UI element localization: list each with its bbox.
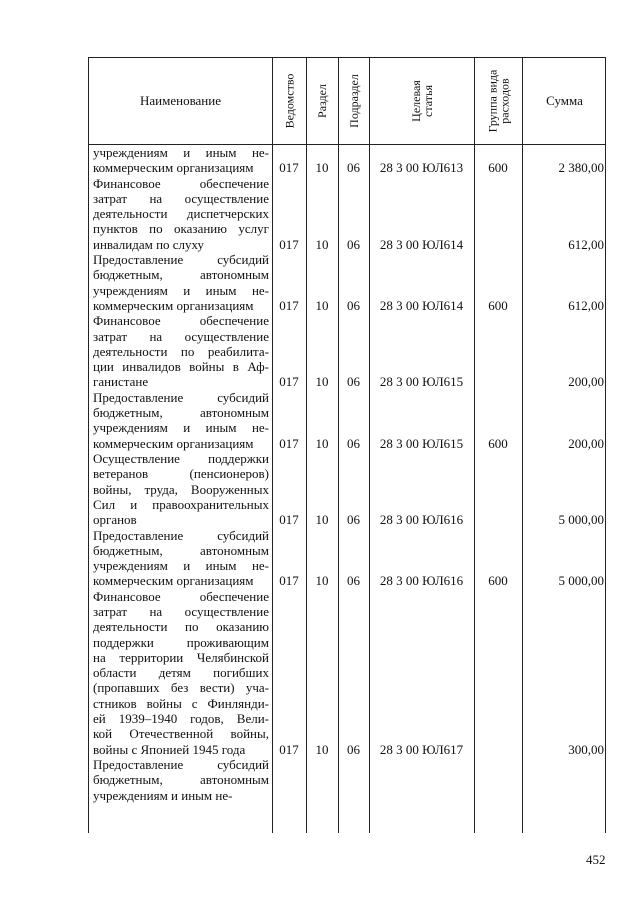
cell-celevaya: 28 3 00 ЮЛ613 xyxy=(379,160,464,176)
description-line: деятельности по оказанию xyxy=(93,619,269,635)
header-podrazdel xyxy=(338,58,369,144)
description-line: учреждениям и иным не- xyxy=(93,787,233,803)
header-gruppa-line1: Группа вида xyxy=(485,69,499,133)
description-line: коммерческим организациям xyxy=(93,297,254,313)
cell-podrazdel: 06 xyxy=(347,160,360,176)
cell-podrazdel: 06 xyxy=(347,236,360,252)
header-celevaya-line1: Целевая xyxy=(408,80,423,122)
cell-podrazdel: 06 xyxy=(347,573,360,589)
cell-vedomstvo: 017 xyxy=(279,512,299,528)
description-line: Финансовое обеспечение xyxy=(93,588,269,604)
description-line: деятельности по реабилита- xyxy=(93,343,269,359)
table-row xyxy=(89,528,607,589)
description-line: области детям погибших xyxy=(93,665,269,681)
description-line: войны, труда, Вооруженных xyxy=(93,481,269,497)
cell-summa: 612,00 xyxy=(568,297,604,313)
description-line: Финансовое обеспечение xyxy=(93,175,269,191)
description-line: бюджетным, автономным xyxy=(93,267,269,283)
description-line: затрат на осуществление xyxy=(93,190,269,206)
description-line: учреждениям и иным не- xyxy=(93,282,269,298)
row-description xyxy=(93,313,269,389)
description-line: затрат на осуществление xyxy=(93,328,269,344)
table-row xyxy=(89,145,607,176)
description-line: (пропавших без вести) уча- xyxy=(93,680,269,696)
cell-summa: 612,00 xyxy=(568,236,604,252)
row-description xyxy=(93,176,269,252)
header-gruppa xyxy=(474,58,522,144)
cell-summa: 200,00 xyxy=(568,374,604,390)
description-line: инвалидам по слуху xyxy=(93,236,205,252)
cell-vedomstvo: 017 xyxy=(279,435,299,451)
cell-celevaya: 28 3 00 ЮЛ614 xyxy=(379,297,464,313)
description-line: затрат на осуществление xyxy=(93,603,269,619)
description-line: коммерческим организациям xyxy=(93,573,254,589)
page-number: 452 xyxy=(586,852,606,867)
table-row xyxy=(89,176,607,253)
cell-vedomstvo: 017 xyxy=(279,160,299,176)
description-line: ветеранов (пенсионеров) xyxy=(93,466,269,482)
header-name: Наименование xyxy=(140,93,221,108)
header-razdel xyxy=(306,58,338,144)
table-row xyxy=(89,390,607,451)
description-line: Осуществление поддержки xyxy=(93,451,269,466)
description-line: коммерческим организациям xyxy=(93,160,254,176)
table-row xyxy=(89,313,607,390)
cell-summa: 200,00 xyxy=(568,435,604,451)
cell-razdel: 10 xyxy=(315,236,329,252)
cell-summa: 300,00 xyxy=(568,741,604,757)
description-line: Предоставление субсидий xyxy=(93,527,269,543)
cell-podrazdel: 06 xyxy=(347,297,360,313)
row-description xyxy=(93,145,269,176)
cell-gruppa: 600 xyxy=(488,160,508,176)
description-line: войны с Японией 1945 года xyxy=(93,741,246,757)
description-line: поддержки проживающим xyxy=(93,634,269,650)
description-line: бюджетным, автономным xyxy=(93,542,269,558)
cell-celevaya: 28 3 00 ЮЛ615 xyxy=(379,435,464,451)
header-celevaya-label xyxy=(409,80,433,122)
cell-gruppa: 600 xyxy=(488,297,508,313)
cell-podrazdel: 06 xyxy=(347,435,360,451)
cell-celevaya: 28 3 00 ЮЛ615 xyxy=(379,374,464,390)
description-line: учреждениям и иным не- xyxy=(93,145,269,160)
description-line: Сил и правоохранительных xyxy=(93,496,269,512)
cell-summa: 5 000,00 xyxy=(558,573,604,589)
header-podrazdel-label: Подраздел xyxy=(346,74,361,128)
description-line: органов xyxy=(93,512,137,528)
cell-podrazdel: 06 xyxy=(347,374,360,390)
description-line: ей 1939–1940 годов, Вели- xyxy=(93,711,269,727)
cell-summa: 5 000,00 xyxy=(558,512,604,528)
header-celevaya-line2: статья xyxy=(420,85,435,117)
description-line: Предоставление субсидий xyxy=(93,389,269,405)
header-celevaya xyxy=(369,58,474,144)
row-description xyxy=(93,589,269,757)
description-line: деятельности диспетчерских xyxy=(93,206,269,222)
header-razdel-label: Раздел xyxy=(315,84,330,118)
header-vedomstvo xyxy=(272,58,306,144)
description-line: на территории Челябинской xyxy=(93,649,269,665)
cell-podrazdel: 06 xyxy=(347,512,360,528)
cell-vedomstvo: 017 xyxy=(279,236,299,252)
cell-celevaya: 28 3 00 ЮЛ616 xyxy=(379,512,464,528)
row-description xyxy=(93,252,269,313)
cell-summa: 2 380,00 xyxy=(558,160,604,176)
description-line: коммерческим организациям xyxy=(93,435,254,451)
cell-celevaya: 28 3 00 ЮЛ617 xyxy=(379,741,464,757)
table-row xyxy=(89,757,607,803)
description-line: Предоставление субсидий xyxy=(93,252,269,268)
description-line: бюджетным, автономным xyxy=(93,405,269,421)
description-line: Финансовое обеспечение xyxy=(93,313,269,329)
row-description xyxy=(93,528,269,589)
description-line: стников войны с Финлянди- xyxy=(93,695,269,711)
cell-razdel: 10 xyxy=(315,512,329,528)
table-row xyxy=(89,589,607,757)
table-row xyxy=(89,252,607,313)
cell-razdel: 10 xyxy=(315,374,329,390)
cell-gruppa: 600 xyxy=(488,573,508,589)
cell-razdel: 10 xyxy=(315,435,329,451)
table-row xyxy=(89,451,607,528)
row-description xyxy=(93,390,269,451)
description-line: кой Отечественной войны, xyxy=(93,726,269,742)
header-gruppa-label xyxy=(486,70,510,133)
cell-razdel: 10 xyxy=(315,297,329,313)
cell-vedomstvo: 017 xyxy=(279,374,299,390)
description-line: ции инвалидов войны в Аф- xyxy=(93,359,269,375)
description-line: Предоставление субсидий xyxy=(93,757,269,772)
row-description xyxy=(93,451,269,527)
description-line: пунктов по оказанию услуг xyxy=(93,221,269,237)
description-line: бюджетным, автономным xyxy=(93,772,269,788)
row-description xyxy=(93,757,269,803)
header-gruppa-line2: расходов xyxy=(497,78,511,124)
cell-vedomstvo: 017 xyxy=(279,297,299,313)
cell-celevaya: 28 3 00 ЮЛ616 xyxy=(379,573,464,589)
description-line: учреждениям и иным не- xyxy=(93,558,269,574)
header-summa: Сумма xyxy=(546,93,583,108)
description-line: учреждениям и иным не- xyxy=(93,420,269,436)
cell-vedomstvo: 017 xyxy=(279,573,299,589)
description-line: ганистане xyxy=(93,374,149,390)
cell-razdel: 10 xyxy=(315,741,329,757)
cell-celevaya: 28 3 00 ЮЛ614 xyxy=(379,236,464,252)
cell-podrazdel: 06 xyxy=(347,741,360,757)
budget-table xyxy=(88,57,606,833)
cell-vedomstvo: 017 xyxy=(279,741,299,757)
cell-razdel: 10 xyxy=(315,573,329,589)
header-vedomstvo-label: Ведомство xyxy=(282,73,297,129)
cell-gruppa: 600 xyxy=(488,435,508,451)
cell-razdel: 10 xyxy=(315,160,329,176)
